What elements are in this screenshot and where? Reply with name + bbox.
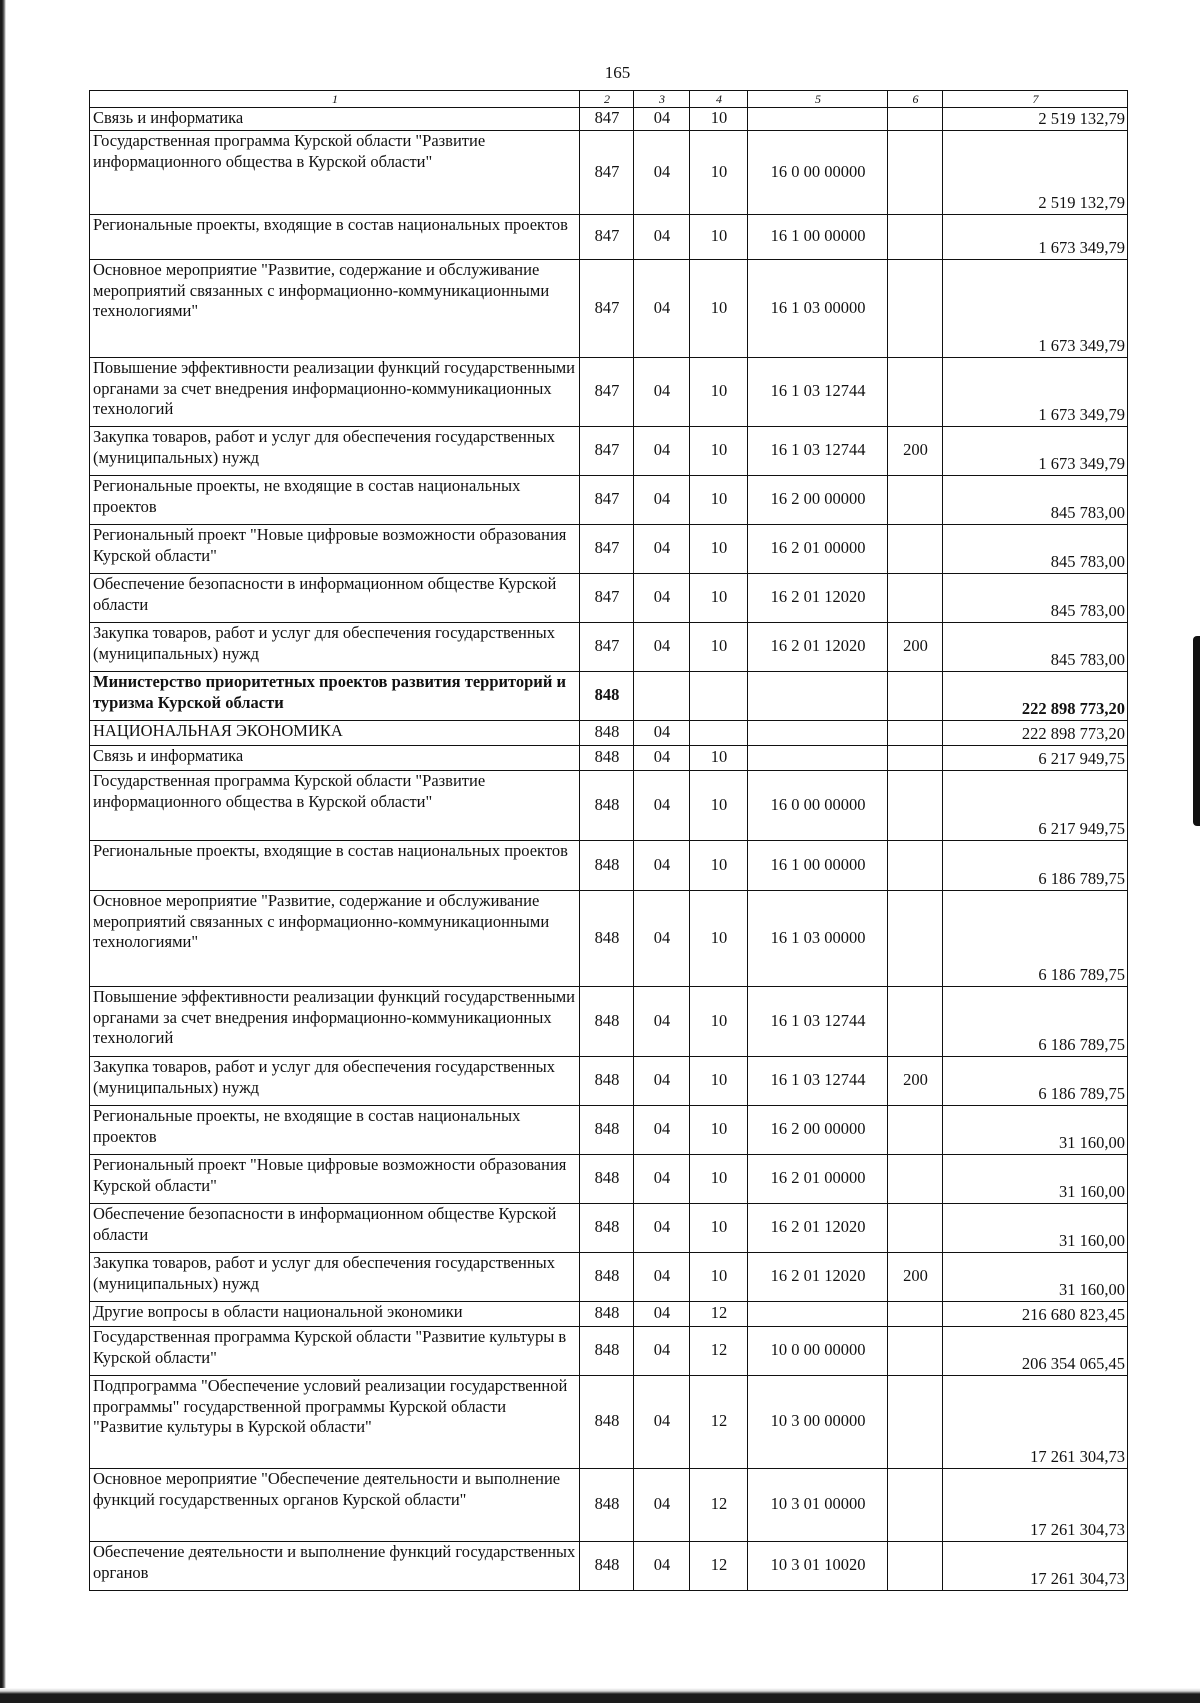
row-section: 04 [634, 1204, 690, 1253]
row-name: Обеспечение безопасности в информационном обществе Курской области [90, 574, 580, 623]
row-amount: 17 261 304,73 [943, 1469, 1128, 1542]
row-name: Закупка товаров, работ и услуг для обеспечения государственных (муниципальных) нужд [90, 1253, 580, 1302]
row-target-article [748, 721, 888, 746]
row-subsection: 12 [690, 1327, 748, 1376]
row-name: Государственная программа Курской области "Развитие информационного общества в Курской области" [90, 771, 580, 841]
row-name: Региональные проекты, входящие в состав национальных проектов [90, 841, 580, 891]
header-col-1: 1 [90, 91, 580, 108]
row-subsection: 10 [690, 1204, 748, 1253]
row-department-code: 848 [580, 987, 634, 1057]
row-department-code: 848 [580, 1302, 634, 1327]
row-department-code: 848 [580, 1204, 634, 1253]
row-name: Государственная программа Курской области "Развитие культуры в Курской области" [90, 1327, 580, 1376]
row-amount: 6 217 949,75 [943, 746, 1128, 771]
row-section: 04 [634, 1469, 690, 1542]
row-expense-type [888, 771, 943, 841]
row-section: 04 [634, 1057, 690, 1106]
row-section: 04 [634, 987, 690, 1057]
row-name: Основное мероприятие "Развитие, содержание и обслуживание мероприятий связанных с информационно-коммуникационными технологиями" [90, 891, 580, 987]
row-department-code: 848 [580, 1327, 634, 1376]
header-col-4: 4 [690, 91, 748, 108]
row-name: Закупка товаров, работ и услуг для обеспечения государственных (муниципальных) нужд [90, 1057, 580, 1106]
row-expense-type: 200 [888, 1057, 943, 1106]
row-target-article: 10 3 01 10020 [748, 1542, 888, 1591]
row-target-article: 16 1 03 12744 [748, 358, 888, 427]
row-expense-type [888, 476, 943, 525]
scan-left-edge [0, 0, 6, 1703]
row-expense-type [888, 1469, 943, 1542]
header-col-7: 7 [943, 91, 1128, 108]
row-subsection: 10 [690, 891, 748, 987]
row-subsection: 10 [690, 574, 748, 623]
row-name: Повышение эффективности реализации функций государственными органами за счет внедрения информационно-коммуникационных технологий [90, 987, 580, 1057]
row-amount: 845 783,00 [943, 476, 1128, 525]
row-subsection: 10 [690, 1253, 748, 1302]
row-name: Подпрограмма "Обеспечение условий реализации государственной программы" государственной программы Курской области "Развитие культуры в Курской области" [90, 1376, 580, 1469]
table-row [90, 623, 1128, 672]
row-subsection: 10 [690, 260, 748, 358]
row-name: Другие вопросы в области национальной экономики [90, 1302, 580, 1327]
row-target-article: 16 1 03 00000 [748, 891, 888, 987]
row-name: Обеспечение безопасности в информационном обществе Курской области [90, 1204, 580, 1253]
row-expense-type [888, 525, 943, 574]
table-row [90, 1376, 1128, 1469]
row-amount: 31 160,00 [943, 1155, 1128, 1204]
table-row [90, 574, 1128, 623]
table-row [90, 215, 1128, 260]
row-target-article: 16 2 01 12020 [748, 1253, 888, 1302]
row-section: 04 [634, 215, 690, 260]
row-department-code: 847 [580, 131, 634, 215]
row-department-code: 848 [580, 1057, 634, 1106]
row-name: Региональные проекты, не входящие в состав национальных проектов [90, 476, 580, 525]
row-section: 04 [634, 771, 690, 841]
row-department-code: 848 [580, 1542, 634, 1591]
row-expense-type [888, 1327, 943, 1376]
row-amount: 31 160,00 [943, 1253, 1128, 1302]
table-row [90, 131, 1128, 215]
row-expense-type [888, 1376, 943, 1469]
row-amount: 222 898 773,20 [943, 672, 1128, 721]
row-subsection [690, 721, 748, 746]
row-name: Закупка товаров, работ и услуг для обеспечения государственных (муниципальных) нужд [90, 623, 580, 672]
row-department-code: 848 [580, 1106, 634, 1155]
row-amount: 31 160,00 [943, 1204, 1128, 1253]
table-row [90, 891, 1128, 987]
row-subsection: 10 [690, 427, 748, 476]
row-target-article: 16 2 01 12020 [748, 623, 888, 672]
row-amount: 1 673 349,79 [943, 215, 1128, 260]
row-department-code: 847 [580, 108, 634, 131]
row-section: 04 [634, 891, 690, 987]
row-section: 04 [634, 427, 690, 476]
row-department-code: 847 [580, 260, 634, 358]
row-subsection: 10 [690, 987, 748, 1057]
row-section: 04 [634, 1106, 690, 1155]
row-section: 04 [634, 1253, 690, 1302]
row-expense-type [888, 841, 943, 891]
row-target-article: 16 2 01 12020 [748, 1204, 888, 1253]
row-expense-type [888, 1302, 943, 1327]
row-target-article: 16 2 00 00000 [748, 476, 888, 525]
row-subsection: 10 [690, 623, 748, 672]
row-subsection: 12 [690, 1302, 748, 1327]
column-number-header [90, 91, 1128, 108]
row-expense-type [888, 672, 943, 721]
table-row [90, 1057, 1128, 1106]
row-name: Региональные проекты, не входящие в состав национальных проектов [90, 1106, 580, 1155]
row-amount: 222 898 773,20 [943, 721, 1128, 746]
row-amount: 206 354 065,45 [943, 1327, 1128, 1376]
table-row [90, 1155, 1128, 1204]
row-department-code: 847 [580, 623, 634, 672]
row-section: 04 [634, 1376, 690, 1469]
table-row [90, 672, 1128, 721]
header-col-3: 3 [634, 91, 690, 108]
row-name: Региональные проекты, входящие в состав национальных проектов [90, 215, 580, 260]
page-number: 165 [604, 63, 631, 82]
row-amount: 1 673 349,79 [943, 260, 1128, 358]
row-target-article: 10 0 00 00000 [748, 1327, 888, 1376]
row-department-code: 848 [580, 672, 634, 721]
row-department-code: 847 [580, 358, 634, 427]
row-target-article [748, 746, 888, 771]
scan-right-mark [1193, 636, 1200, 826]
budget-table-body [90, 91, 1128, 1591]
row-target-article: 16 0 00 00000 [748, 771, 888, 841]
row-subsection: 12 [690, 1542, 748, 1591]
row-amount: 1 673 349,79 [943, 358, 1128, 427]
row-name: Региональный проект "Новые цифровые возможности образования Курской области" [90, 525, 580, 574]
row-target-article: 16 2 00 00000 [748, 1106, 888, 1155]
row-section [634, 672, 690, 721]
row-name: Основное мероприятие "Развитие, содержание и обслуживание мероприятий связанных с информационно-коммуникационными технологиями" [90, 260, 580, 358]
row-target-article: 16 1 03 12744 [748, 1057, 888, 1106]
row-department-code: 848 [580, 841, 634, 891]
table-row [90, 1204, 1128, 1253]
table-row [90, 260, 1128, 358]
row-department-code: 847 [580, 427, 634, 476]
table-row [90, 1327, 1128, 1376]
row-subsection: 10 [690, 746, 748, 771]
header-col-2: 2 [580, 91, 634, 108]
row-name: Повышение эффективности реализации функций государственными органами за счет внедрения информационно-коммуникационных технологий [90, 358, 580, 427]
row-amount: 6 186 789,75 [943, 987, 1128, 1057]
row-expense-type [888, 131, 943, 215]
row-department-code: 848 [580, 1376, 634, 1469]
row-target-article: 16 1 03 00000 [748, 260, 888, 358]
row-department-code: 848 [580, 1253, 634, 1302]
row-department-code: 847 [580, 525, 634, 574]
row-amount: 6 186 789,75 [943, 841, 1128, 891]
row-section: 04 [634, 260, 690, 358]
row-department-code: 848 [580, 771, 634, 841]
row-expense-type: 200 [888, 623, 943, 672]
row-section: 04 [634, 131, 690, 215]
row-department-code: 847 [580, 476, 634, 525]
row-subsection: 10 [690, 215, 748, 260]
row-expense-type [888, 1106, 943, 1155]
row-amount: 6 186 789,75 [943, 1057, 1128, 1106]
table-row [90, 108, 1128, 131]
row-section: 04 [634, 721, 690, 746]
row-target-article: 10 3 01 00000 [748, 1469, 888, 1542]
row-subsection: 10 [690, 131, 748, 215]
row-name: Государственная программа Курской области "Развитие информационного общества в Курской области" [90, 131, 580, 215]
row-section: 04 [634, 1542, 690, 1591]
row-expense-type [888, 574, 943, 623]
row-amount: 17 261 304,73 [943, 1376, 1128, 1469]
row-amount: 6 186 789,75 [943, 891, 1128, 987]
row-subsection: 10 [690, 358, 748, 427]
row-section: 04 [634, 358, 690, 427]
row-expense-type [888, 1542, 943, 1591]
row-target-article: 16 1 03 12744 [748, 427, 888, 476]
row-expense-type: 200 [888, 427, 943, 476]
row-section: 04 [634, 108, 690, 131]
row-subsection: 10 [690, 525, 748, 574]
header-col-5: 5 [748, 91, 888, 108]
budget-table [89, 90, 1128, 1591]
row-subsection: 10 [690, 1057, 748, 1106]
table-row [90, 525, 1128, 574]
row-expense-type [888, 891, 943, 987]
row-expense-type [888, 721, 943, 746]
table-row [90, 1253, 1128, 1302]
row-subsection: 10 [690, 108, 748, 131]
header-col-6: 6 [888, 91, 943, 108]
row-subsection: 10 [690, 841, 748, 891]
row-expense-type [888, 358, 943, 427]
row-department-code: 847 [580, 215, 634, 260]
row-section: 04 [634, 1327, 690, 1376]
row-name: Обеспечение деятельности и выполнение функций государственных органов [90, 1542, 580, 1591]
table-row [90, 1302, 1128, 1327]
row-target-article: 10 3 00 00000 [748, 1376, 888, 1469]
row-expense-type: 200 [888, 1253, 943, 1302]
row-department-code: 848 [580, 721, 634, 746]
row-department-code: 848 [580, 1469, 634, 1542]
row-section: 04 [634, 841, 690, 891]
table-row [90, 427, 1128, 476]
row-subsection: 10 [690, 1155, 748, 1204]
row-expense-type [888, 1155, 943, 1204]
row-department-code: 848 [580, 1155, 634, 1204]
row-section: 04 [634, 525, 690, 574]
row-name: Региональный проект "Новые цифровые возможности образования Курской области" [90, 1155, 580, 1204]
row-section: 04 [634, 574, 690, 623]
table-row [90, 1542, 1128, 1591]
row-amount: 845 783,00 [943, 525, 1128, 574]
row-amount: 845 783,00 [943, 574, 1128, 623]
row-name: Министерство приоритетных проектов развития территорий и туризма Курской области [90, 672, 580, 721]
row-section: 04 [634, 1155, 690, 1204]
table-row [90, 1106, 1128, 1155]
row-target-article: 16 1 00 00000 [748, 215, 888, 260]
row-subsection: 12 [690, 1376, 748, 1469]
row-amount: 216 680 823,45 [943, 1302, 1128, 1327]
row-name: Связь и информатика [90, 108, 580, 131]
row-target-article: 16 2 01 00000 [748, 1155, 888, 1204]
row-name: Связь и информатика [90, 746, 580, 771]
row-target-article: 16 2 01 00000 [748, 525, 888, 574]
row-name: Закупка товаров, работ и услуг для обеспечения государственных (муниципальных) нужд [90, 427, 580, 476]
row-amount: 1 673 349,79 [943, 427, 1128, 476]
table-row [90, 746, 1128, 771]
table-row [90, 1469, 1128, 1542]
row-expense-type [888, 108, 943, 131]
table-row [90, 476, 1128, 525]
row-section: 04 [634, 1302, 690, 1327]
table-row [90, 358, 1128, 427]
row-expense-type [888, 1204, 943, 1253]
row-amount: 2 519 132,79 [943, 131, 1128, 215]
scan-bottom-edge [0, 1688, 1200, 1703]
table-row [90, 841, 1128, 891]
table-row [90, 771, 1128, 841]
row-section: 04 [634, 746, 690, 771]
row-amount: 17 261 304,73 [943, 1542, 1128, 1591]
row-subsection: 12 [690, 1469, 748, 1542]
row-amount: 845 783,00 [943, 623, 1128, 672]
row-department-code: 847 [580, 574, 634, 623]
row-subsection: 10 [690, 1106, 748, 1155]
row-section: 04 [634, 476, 690, 525]
row-target-article: 16 0 00 00000 [748, 131, 888, 215]
table-row [90, 721, 1128, 746]
row-target-article [748, 1302, 888, 1327]
row-section: 04 [634, 623, 690, 672]
row-target-article: 16 1 03 12744 [748, 987, 888, 1057]
row-subsection: 10 [690, 771, 748, 841]
row-expense-type [888, 260, 943, 358]
row-department-code: 848 [580, 891, 634, 987]
row-name: Основное мероприятие "Обеспечение деятельности и выполнение функций государственных органов Курской области" [90, 1469, 580, 1542]
row-subsection: 10 [690, 476, 748, 525]
row-department-code: 848 [580, 746, 634, 771]
row-expense-type [888, 987, 943, 1057]
row-target-article: 16 2 01 12020 [748, 574, 888, 623]
table-row [90, 987, 1128, 1057]
row-amount: 6 217 949,75 [943, 771, 1128, 841]
row-target-article [748, 672, 888, 721]
row-target-article: 16 1 00 00000 [748, 841, 888, 891]
row-amount: 31 160,00 [943, 1106, 1128, 1155]
row-expense-type [888, 746, 943, 771]
row-subsection [690, 672, 748, 721]
row-name: НАЦИОНАЛЬНАЯ ЭКОНОМИКА [90, 721, 580, 746]
row-expense-type [888, 215, 943, 260]
row-target-article [748, 108, 888, 131]
row-amount: 2 519 132,79 [943, 108, 1128, 131]
